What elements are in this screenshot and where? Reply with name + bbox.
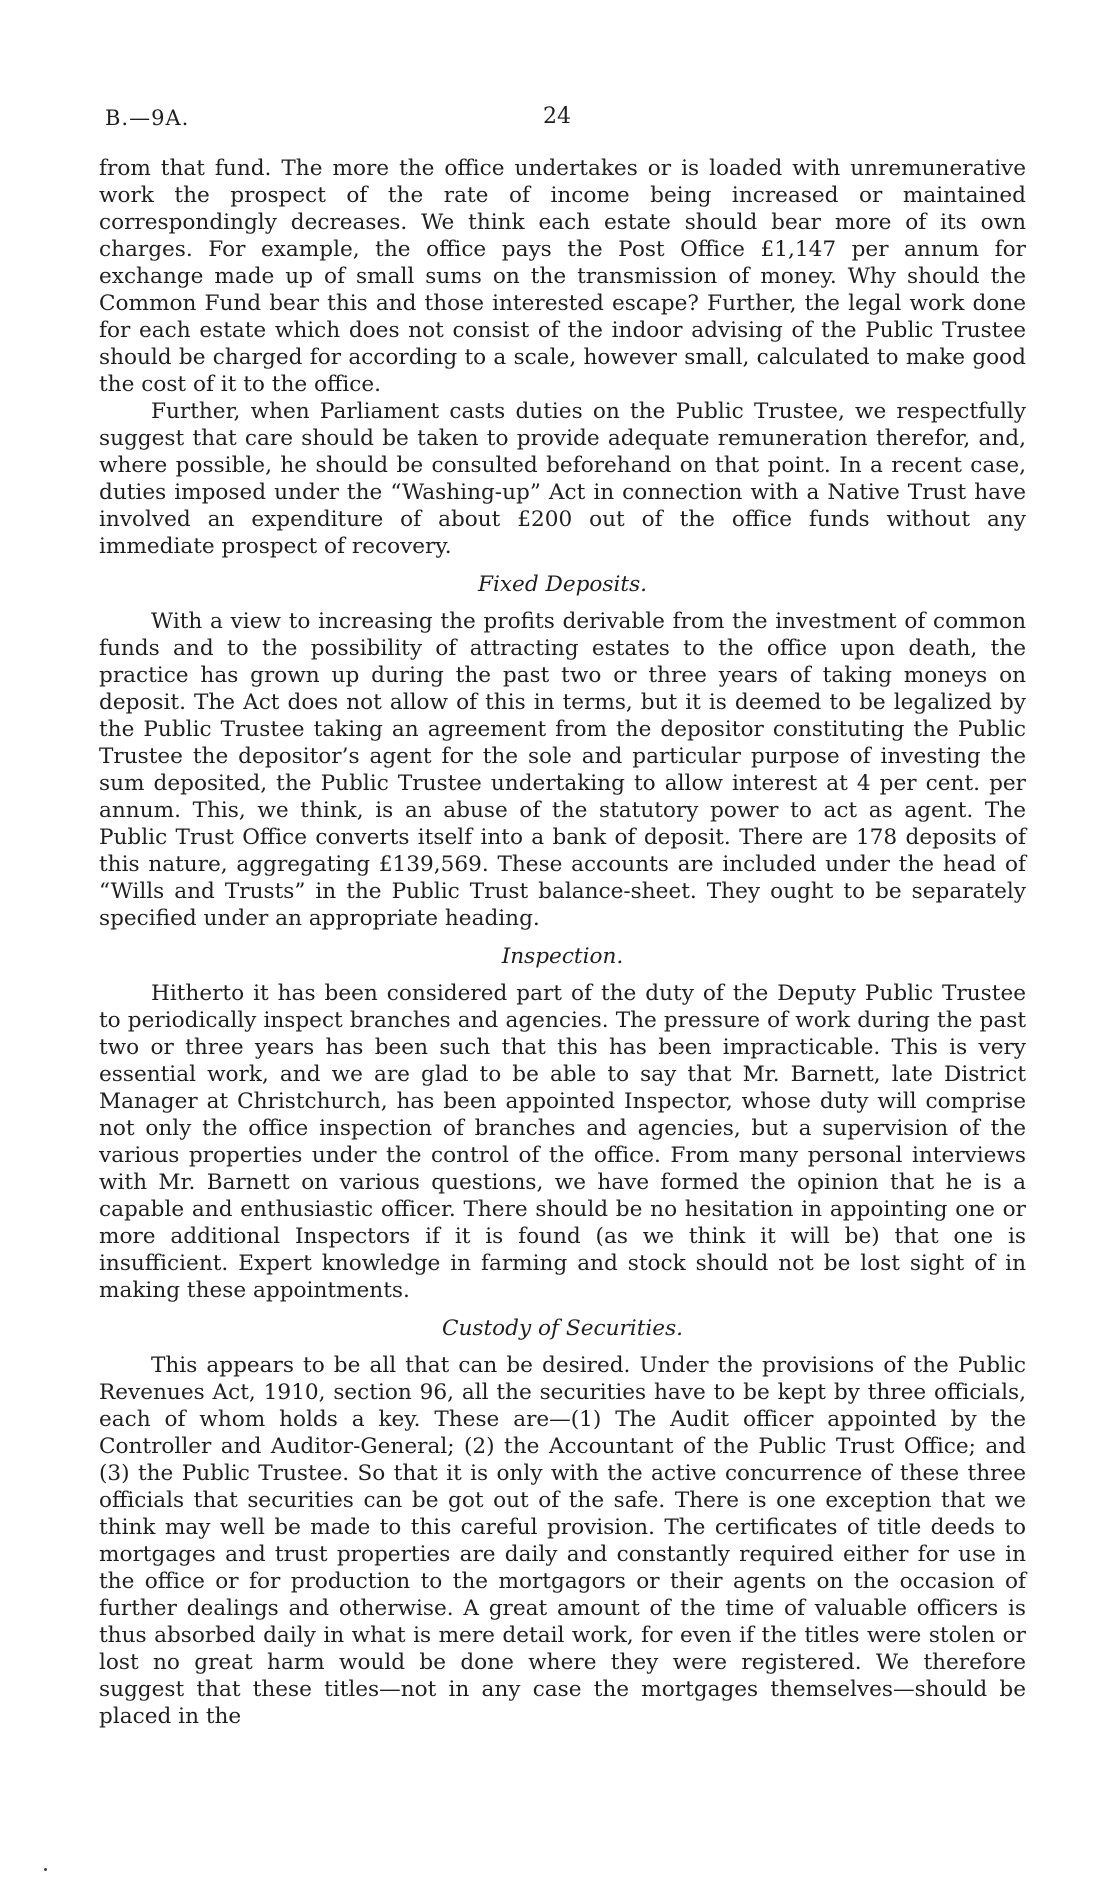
document-reference: B.—9A.	[105, 106, 190, 130]
scan-speck	[44, 1868, 47, 1871]
paragraph-inspection: Hitherto it has been considered part of the duty of the Deputy Public Trustee to periodically inspect branches and agencies. The pressure of work during the past two or three years has been such that this has been impracticable. This is very essential work, and we are glad to be able to say that Mr. Barnett, late District Manager at Christchurch, has been appointed Inspector, whose duty will comprise not only the office inspection of branches and agencies, but a supervision of the various properties under the control of the office. From many personal interviews with Mr. Barnett on various questions, we have formed the opinion that he is a capable and enthusiastic officer. There should be no hesitation in appointing one or more additional Inspectors if it is found (as we think it will be) that one is insufficient. Expert knowledge in farming and stock should not be lost sight of in making these appointments.	[99, 981, 1026, 1303]
body-text	[99, 155, 1026, 1730]
heading-fixed-deposits: Fixed Deposits.	[477, 572, 648, 597]
page-number: 24	[543, 104, 571, 129]
heading-custody-of-securities: Custody of Securities.	[441, 1316, 684, 1341]
paragraph-parliament-duties: Further, when Parliament casts duties on the Public Trustee, we respectfully suggest that care should be taken to provide adequate remuneration therefor, and, where possible, he should be consulted beforehand on that point. In a recent case, duties imposed under the “Washing-up” Act in connection with a Native Trust have involved an expenditure of about £200 out of the office funds without any immediate prospect of recovery.	[99, 399, 1026, 559]
paragraph-custody-of-securities: This appears to be all that can be desired. Under the provisions of the Public Revenues Act, 1910, section 96, all the securities have to be kept by three officials, each of whom holds a key. These are—(1) The Audit officer appointed by the Controller and Auditor-General; (2) the Accountant of the Public Trust Office; and (3) the Public Trustee. So that it is only with the active concurrence of these three officials that securities can be got out of the safe. There is one exception that we think may well be made to this careful provision. The certificates of title deeds to mortgages and trust properties are daily and constantly required either for use in the office or for production to the mortgagors or their agents on the occasion of further dealings and otherwise. A great amount of the time of valuable officers is thus absorbed daily in what is mere detail work, for even if the titles were stolen or lost no great harm would be done where they were registered. We therefore suggest that these titles—not in any case the mortgages themselves—should be placed in the	[99, 1353, 1026, 1729]
paragraph-continuation: from that fund. The more the office undertakes or is loaded with unremunerative work the prospect of the rate of income being increased or maintained correspondingly decreases. We think each estate should bear more of its own charges. For example, the office pays the Post Office £1,147 per annum for exchange made up of small sums on the transmission of money. Why should the Common Fund bear this and those interested escape? Further, the legal work done for each estate which does not consist of the indoor advising of the Public Trustee should be charged for according to a scale, however small, calculated to make good the cost of it to the office.	[99, 156, 1026, 397]
paragraph-fixed-deposits: With a view to increasing the profits derivable from the investment of common funds and to the possibility of attracting estates to the office upon death, the practice has grown up during the past two or three years of taking moneys on deposit. The Act does not allow of this in terms, but it is deemed to be legalized by the Public Trustee taking an agreement from the depositor constituting the Public Trustee the depositor’s agent for the sole and particular purpose of investing the sum deposited, the Public Trustee undertaking to allow interest at 4 per cent. per annum. This, we think, is an abuse of the statutory power to act as agent. The Public Trust Office converts itself into a bank of deposit. There are 178 deposits of this nature, aggregating £139,569. These accounts are included under the head of “Wills and Trusts” in the Public Trust balance-sheet. They ought to be separately specified under an appropriate heading.	[99, 609, 1026, 931]
heading-inspection: Inspection.	[501, 944, 624, 969]
